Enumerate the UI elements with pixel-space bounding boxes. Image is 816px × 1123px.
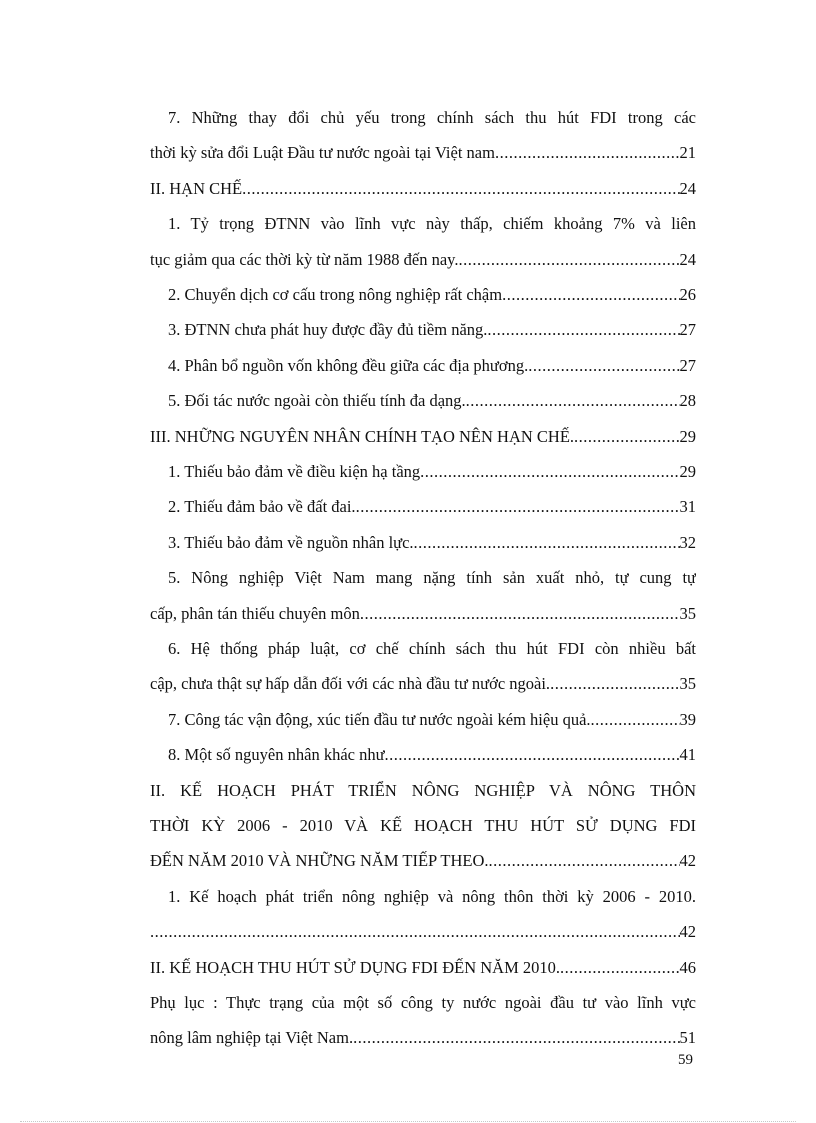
toc-entry-leader-line [150,596,696,631]
toc-entry-leader-line [150,525,696,560]
toc-entry-title: cập, chưa thật sự hấp dẫn đối với các nhà đầu tư nước ngoài. [150,674,551,694]
toc-entry-title: 7. Công tác vận động, xúc tiến đầu tư nước ngoài kém hiệu quả. [168,709,591,729]
toc-entry-title: 2. Thiếu đảm bảo về đất đai. [168,497,356,517]
toc-entry-title: nông lâm nghiệp tại Việt Nam. [150,1028,354,1048]
toc-entry[interactable] [150,560,696,631]
toc-entry-title: ĐẾN NĂM 2010 VÀ NHỮNG NĂM TIẾP THEO. [150,851,489,871]
toc-entry-page: 51 [679,1028,696,1048]
toc-entry-leader-line [150,914,696,949]
page-bottom-border [20,1121,796,1122]
toc-entry-leader-line [150,277,696,312]
toc-entry[interactable] [150,985,696,1056]
toc-entry-title: tục giảm qua các thời kỳ từ năm 1988 đến nay. [150,249,459,269]
toc-entry[interactable] [150,773,696,879]
toc-entry[interactable] [150,454,696,489]
page-number: 59 [678,1052,693,1068]
toc-entry[interactable] [150,100,696,171]
dot-leader [420,454,679,489]
toc-entry-page: 31 [679,497,696,517]
toc-entry-line: 7. Những thay đổi chủ yếu trong chính sách thu hút FDI trong các [168,108,696,127]
dot-leader [560,950,679,985]
toc-entry-page: 35 [679,603,696,623]
dot-leader [550,666,679,701]
dot-leader [353,1020,679,1055]
toc-entry-title: 8. Một số nguyên nhân khác như [168,745,385,765]
toc-entry[interactable] [150,348,696,383]
toc-entry-page: 27 [679,355,696,375]
toc-entry-line: 5. Nông nghiệp Việt Nam mang nặng tính sản xuất nhỏ, tự cung tự [168,568,696,588]
toc-entry-page: 39 [679,709,696,729]
toc-entry[interactable] [150,525,696,560]
dot-leader [487,312,679,347]
toc-entry-page: 42 [679,922,696,942]
dot-leader [385,737,680,772]
toc-entry-line: 1. Kế hoạch phát triển nông nghiệp và nông thôn thời kỳ 2006 - 2010. [168,886,696,906]
toc-entry-page: 42 [679,851,696,871]
toc-entry-leader-line [150,950,696,985]
toc-entry[interactable] [150,419,696,454]
toc-entry-leader-line [150,135,696,170]
toc-entry-leader-line [150,843,696,878]
toc-entry-page: 32 [679,532,696,552]
toc-entry-leader-line [150,348,696,383]
toc-entry-leader-line [150,454,696,489]
toc-entry-title: III. NHỮNG NGUYÊN NHÂN CHÍNH TẠO NÊN HẠN CHẾ. [150,426,575,446]
toc-entry-line: 6. Hệ thống pháp luật, cơ chế chính sách thu hút FDI còn nhiều bất [168,639,696,659]
toc-entry-leader-line [150,702,696,737]
toc-entry-page: 27 [679,320,696,340]
toc-entry[interactable] [150,489,696,524]
toc-entry[interactable] [150,737,696,772]
toc-entry-page: 21 [679,143,696,163]
toc-entry[interactable] [150,312,696,347]
toc-entry[interactable] [150,171,696,206]
toc-entry-leader-line [150,312,696,347]
dot-leader [466,383,680,418]
toc-entry-page: 35 [679,674,696,694]
dot-leader [360,596,680,631]
toc-entry-line: Phụ lục : Thực trạng của một số công ty nước ngoài đầu tư vào lĩnh vực [150,993,696,1013]
toc-entry-leader-line [150,737,696,772]
toc-entry-title: II. KẾ HOẠCH THU HÚT SỬ DỤNG FDI ĐẾN NĂM 2010. [150,957,561,977]
toc-entry-title: 3. Thiếu bảo đảm về nguồn nhân lực. [168,532,414,552]
toc-entry[interactable] [150,631,696,702]
toc-entry[interactable] [150,702,696,737]
toc-entry-title: 2. Chuyển dịch cơ cấu trong nông nghiệp rất chậm [168,285,503,304]
toc-entry-page: 24 [679,178,696,198]
toc-entry-page: 41 [679,745,696,765]
toc-entry-title: cấp, phân tán thiếu chuyên môn [150,603,360,623]
toc-entry[interactable] [150,277,696,312]
toc-entry-leader-line [150,1020,696,1055]
toc-entry[interactable] [150,206,696,277]
dot-leader [150,914,680,949]
toc-entry-page: 28 [679,391,696,411]
toc-entry-line: 1. Tỷ trọng ĐTNN vào lĩnh vực này thấp, chiếm khoảng 7% và liên [168,214,696,234]
table-of-contents [150,100,696,1056]
toc-entry-leader-line [150,419,696,454]
toc-entry-title: 1. Thiếu bảo đảm về điều kiện hạ tầng [168,462,421,482]
dot-leader [495,135,680,170]
dot-leader [502,277,679,312]
toc-entry-leader-line [150,489,696,524]
toc-entry-title: II. HẠN CHẾ [150,178,243,198]
toc-entry-leader-line [150,666,696,701]
dot-leader [528,348,679,383]
toc-entry-title: thời kỳ sửa đổi Luật Đầu tư nước ngoài tại Việt nam [150,143,495,163]
toc-entry-title: 5. Đối tác nước ngoài còn thiếu tính đa dạng. [168,391,466,411]
toc-entry-page: 24 [679,249,696,269]
toc-entry[interactable] [150,950,696,985]
toc-entry-title: 3. ĐTNN chưa phát huy được đầy đủ tiềm năng. [168,320,488,340]
dot-leader [458,242,679,277]
toc-entry-page: 46 [679,957,696,977]
toc-entry-line: II. KẾ HOẠCH PHÁT TRIỂN NÔNG NGHIỆP VÀ NÔNG THÔN [150,780,696,800]
toc-entry-leader-line [150,383,696,418]
toc-entry[interactable] [150,879,696,950]
toc-entry-title: 4. Phân bổ nguồn vốn không đều giữa các địa phương. [168,355,529,375]
dot-leader [489,843,680,878]
dot-leader [591,702,680,737]
toc-entry-line: THỜI KỲ 2006 - 2010 VÀ KẾ HOẠCH THU HÚT SỬ DỤNG FDI [150,816,696,836]
dot-leader [574,419,679,454]
toc-entry-leader-line [150,242,696,277]
toc-entry-leader-line [150,171,696,206]
toc-entry-page: 29 [679,426,696,446]
toc-entry-page: 26 [679,285,696,304]
toc-entry[interactable] [150,383,696,418]
dot-leader [242,171,679,206]
toc-entry-page: 29 [679,462,696,482]
dot-leader [356,489,680,524]
dot-leader [414,525,680,560]
